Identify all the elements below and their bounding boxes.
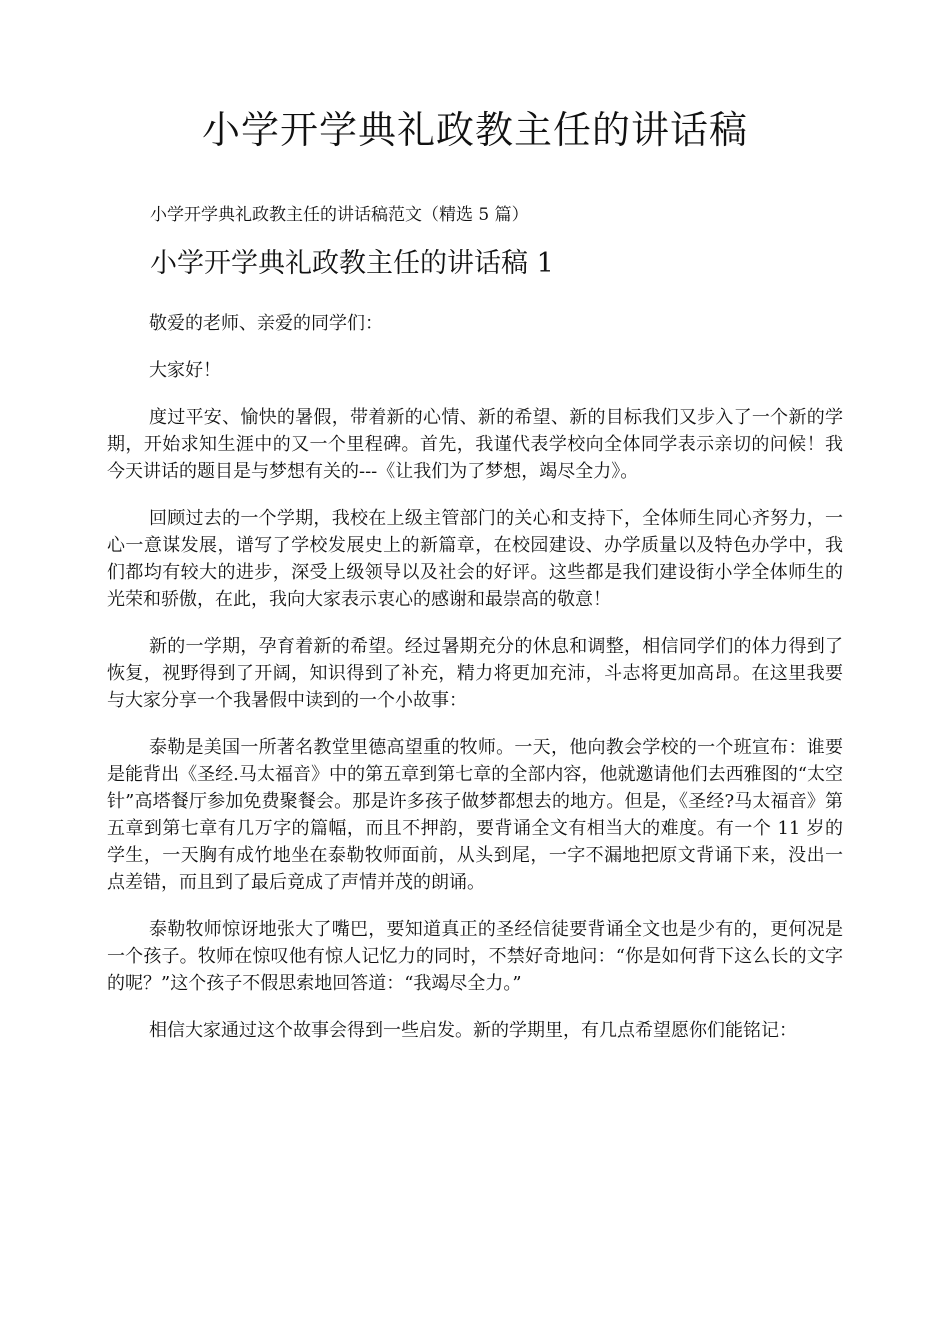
- document-subtitle: 小学开学典礼政教主任的讲话稿范文（精选 5 篇）: [150, 205, 529, 225]
- paragraph-conclusion: 相信大家通过这个故事会得到一些启发。新的学期里，有几点希望愿你们能铭记：: [149, 1020, 797, 1041]
- document-title: 小学开学典礼政教主任的讲话稿: [201, 108, 748, 152]
- paragraph-review: 回顾过去的一个学期，我校在上级主管部门的关心和支持下，全体师生同心齐努力，一心一意谋发展，谱写了学校发展史上的新篇章，在校园建设、办学质量以及特色办学中，我们都均有较大的进步，深受上级领导以及社会的好评。这些都是我们建设街小学全体师生的光荣和骄傲，在此，我向大家表示衷心的感谢和最崇高的敬意！: [107, 508, 843, 610]
- paragraph-intro: 度过平安、愉快的暑假，带着新的心情、新的希望、新的目标我们又步入了一个新的学期，开始求知生涯中的又一个里程碑。首先，我谨代表学校向全体同学表示亲切的问候！我今天讲话的题目是与梦想有关的---《让我们为了梦想，竭尽全力》。: [107, 407, 843, 482]
- paragraph-new-term: 新的一学期，孕育着新的希望。经过暑期充分的休息和调整，相信同学们的体力得到了恢复，视野得到了开阔，知识得到了补充，精力将更加充沛，斗志将更加高昂。在这里我要与大家分享一个我暑假中读到的一个小故事：: [107, 636, 843, 711]
- paragraph-greeting: 大家好！: [149, 360, 221, 381]
- paragraph-story: 泰勒是美国一所著名教堂里德高望重的牧师。一天，他向教会学校的一个班宣布：谁要是能背出《圣经.马太福音》中的第五章到第七章的全部内容，他就邀请他们去西雅图的“太空针”高塔餐厅参加免费聚餐会。那是许多孩子做梦都想去的地方。但是，《圣经?马太福音》第五章到第七章有几万字的篇幅，而且不押韵，要背诵全文有相当大的难度。有一个 11 岁的学生，一天胸有成竹地坐在泰勒牧师面前，从头到尾，一字不漏地把原文背诵下来，没出一点差错，而且到了最后竟成了声情并茂的朗诵。: [107, 737, 843, 893]
- section-heading: 小学开学典礼政教主任的讲话稿 1: [150, 248, 554, 279]
- paragraph-story-ending: 泰勒牧师惊讶地张大了嘴巴，要知道真正的圣经信徒要背诵全文也是少有的，更何况是一个孩子。牧师在惊叹他有惊人记忆力的同时，不禁好奇地问：“你是如何背下这么长的文字的呢？”这个孩子不假思索地回答道：“我竭尽全力。”: [107, 919, 843, 994]
- body-text: [107, 310, 843, 1064]
- paragraph-salutation: 敬爱的老师、亲爱的同学们：: [149, 313, 383, 334]
